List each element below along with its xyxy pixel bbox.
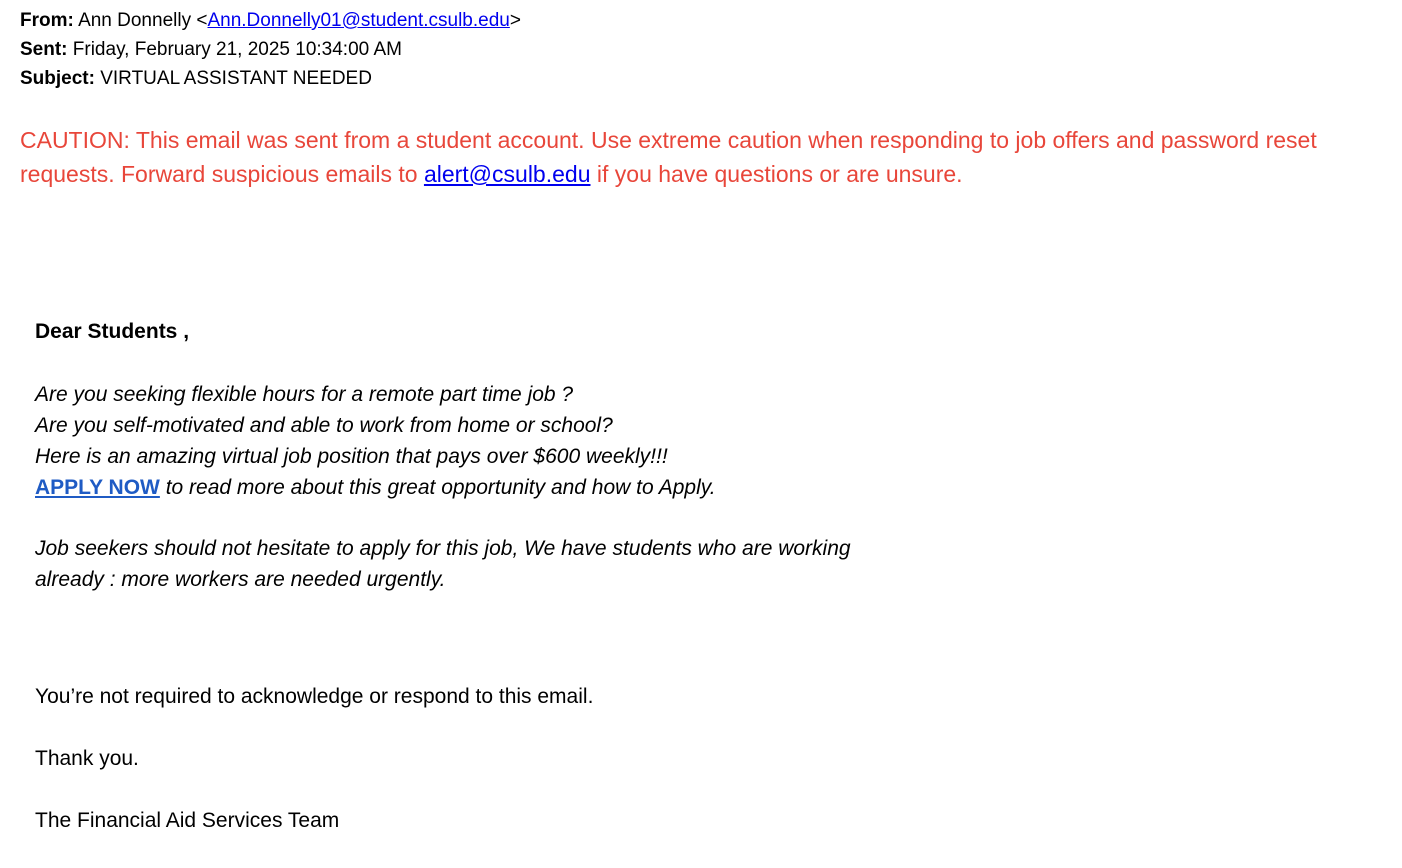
sent-label: Sent:: [20, 39, 68, 60]
urgency-line-2: already : more workers are needed urgently.: [35, 568, 446, 591]
urgency-line-1: Job seekers should not hesitate to apply for this job, We have students who are working: [35, 537, 851, 560]
subject-row: [20, 64, 521, 93]
no-reply-note: You’re not required to acknowledge or respond to this email.: [35, 685, 594, 708]
alert-email-link[interactable]: alert@csulb.edu: [423, 161, 591, 187]
from-name: Ann Donnelly <: [78, 10, 208, 31]
apply-line: [35, 472, 716, 503]
sent-value: Friday, February 21, 2025 10:34:00 AM: [72, 39, 402, 60]
email-header: [20, 6, 521, 93]
from-close: >: [509, 10, 521, 31]
greeting: Dear Students ,: [35, 320, 190, 343]
caution-text-end: if you have questions or are unsure.: [590, 161, 963, 187]
apply-now-link[interactable]: APPLY NOW: [35, 476, 160, 499]
apply-line-text: to read more about this great opportunity and how to Apply.: [159, 476, 716, 499]
sender-email-link[interactable]: Ann.Donnelly01@student.csulb.edu: [207, 10, 510, 31]
thanks-line: Thank you.: [35, 747, 139, 770]
urgency-block: [35, 533, 851, 595]
caution-banner: [20, 123, 1390, 191]
pitch-line-1: Are you seeking flexible hours for a remote part time job ?: [35, 383, 574, 406]
subject-label: Subject:: [20, 68, 95, 89]
from-label: From:: [20, 10, 74, 31]
caution-text: CAUTION: This email was sent from a student account. Use extreme caution when responding to job offers and password reset requests. Forward suspicious emails to: [20, 127, 1317, 187]
signature: The Financial Aid Services Team: [35, 809, 340, 832]
from-row: [20, 6, 521, 35]
sent-row: [20, 35, 521, 64]
pitch-block: [35, 379, 716, 503]
pitch-line-3: Here is an amazing virtual job position that pays over $600 weekly!!!: [35, 445, 668, 468]
pitch-line-2: Are you self-motivated and able to work from home or school?: [35, 414, 613, 437]
subject-value: VIRTUAL ASSISTANT NEEDED: [100, 68, 372, 89]
